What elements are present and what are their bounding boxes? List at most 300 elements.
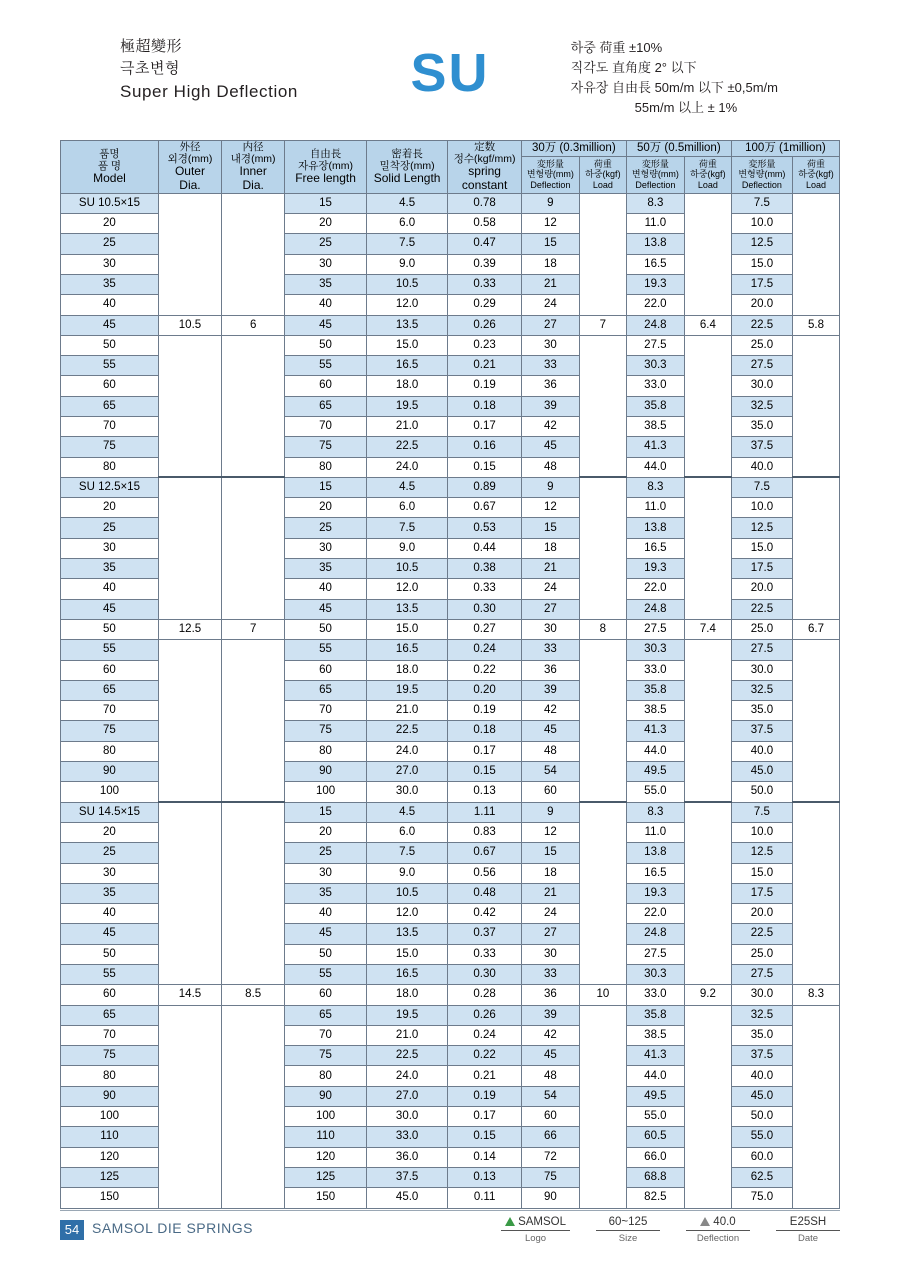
cell-outer-dia-blank: [158, 660, 221, 680]
cell-free-length: 25: [285, 234, 367, 254]
cell-load-03-blank: [579, 721, 626, 741]
cell-load-03-blank: [579, 356, 626, 376]
cell-load-10-blank: [792, 1127, 839, 1147]
cell-deflection-05: 24.8: [626, 315, 684, 335]
cell-model: 80: [61, 1066, 159, 1086]
table-row: [61, 437, 840, 457]
cell-model: 45: [61, 924, 159, 944]
cell-spring-constant: 0.27: [448, 619, 521, 639]
cell-load-10-blank: [792, 843, 839, 863]
cell-spring-constant: 0.22: [448, 1046, 521, 1066]
cell-deflection-10: 50.0: [731, 1107, 792, 1127]
cell-inner-dia-blank: [222, 924, 285, 944]
table-row: [61, 416, 840, 436]
table-row: [61, 254, 840, 274]
cell-deflection-10: 40.0: [731, 1066, 792, 1086]
cell-deflection-10: 25.0: [731, 619, 792, 639]
cell-outer-dia: 14.5: [158, 985, 221, 1005]
cell-model: 75: [61, 437, 159, 457]
cell-model: 90: [61, 1086, 159, 1106]
cell-inner-dia-blank: [222, 904, 285, 924]
cell-load-10-blank: [792, 701, 839, 721]
cell-deflection-03: 36: [521, 376, 579, 396]
footer-date-caption: Date: [797, 1233, 819, 1244]
table-row: [61, 1066, 840, 1086]
cell-free-length: 70: [285, 1025, 367, 1045]
cell-load-05-blank: [684, 518, 731, 538]
cell-deflection-05: 22.0: [626, 579, 684, 599]
cell-load-03-blank: [579, 802, 626, 822]
cell-load-03-blank: [579, 843, 626, 863]
cell-load-05-blank: [684, 579, 731, 599]
cell-solid-length: 16.5: [366, 356, 448, 376]
cell-inner-dia-blank: [222, 1066, 285, 1086]
cell-model: 80: [61, 741, 159, 761]
cell-inner-dia-blank: [222, 1147, 285, 1167]
group-05million: 50万 (0.5million): [626, 141, 731, 157]
cell-solid-length: 13.5: [366, 599, 448, 619]
cell-free-length: 100: [285, 1107, 367, 1127]
cell-outer-dia-blank: [158, 234, 221, 254]
cell-load-10-blank: [792, 1066, 839, 1086]
cell-model: 65: [61, 396, 159, 416]
footer-meta-logo: [501, 1216, 570, 1244]
table-row: [61, 335, 840, 355]
cell-model: 55: [61, 640, 159, 660]
cell-load-03-blank: [579, 1188, 626, 1208]
cell-solid-length: 22.5: [366, 721, 448, 741]
cell-spring-constant: 0.39: [448, 254, 521, 274]
cell-load-03-blank: [579, 254, 626, 274]
cell-deflection-05: 49.5: [626, 762, 684, 782]
cell-solid-length: 9.0: [366, 538, 448, 558]
cell-free-length: 60: [285, 660, 367, 680]
table-row: [61, 1107, 840, 1127]
cell-free-length: 50: [285, 944, 367, 964]
cell-spring-constant: 0.33: [448, 579, 521, 599]
cell-inner-dia-blank: [222, 356, 285, 376]
cell-outer-dia-blank: [158, 416, 221, 436]
cell-spring-constant: 0.13: [448, 1167, 521, 1187]
cell-spring-constant: 0.78: [448, 193, 521, 213]
cell-solid-length: 22.5: [366, 437, 448, 457]
cell-free-length: 65: [285, 680, 367, 700]
table-row: [61, 762, 840, 782]
cell-free-length: 20: [285, 822, 367, 842]
cell-solid-length: 10.5: [366, 559, 448, 579]
cell-outer-dia-blank: [158, 518, 221, 538]
cell-spring-constant: 0.21: [448, 356, 521, 376]
cell-load-05: 6.4: [684, 315, 731, 335]
group-03million: 30万 (0.3million): [521, 141, 626, 157]
cell-load-05-blank: [684, 1025, 731, 1045]
cell-outer-dia-blank: [158, 863, 221, 883]
cell-deflection-10: 27.5: [731, 965, 792, 985]
cell-inner-dia-blank: [222, 477, 285, 497]
cell-load-10-blank: [792, 924, 839, 944]
cell-load-03-blank: [579, 822, 626, 842]
cell-load-10-blank: [792, 944, 839, 964]
cell-model: SU 10.5×15: [61, 193, 159, 213]
col-load-03: 荷重 하중(kgf) Load: [579, 156, 626, 193]
col-deflection-05: 変形量 변형량(mm) Deflection: [626, 156, 684, 193]
cell-deflection-05: 22.0: [626, 295, 684, 315]
cell-load-10-blank: [792, 295, 839, 315]
cell-deflection-05: 27.5: [626, 619, 684, 639]
cell-deflection-03: 12: [521, 498, 579, 518]
footer-meta-date: [776, 1216, 840, 1244]
cell-free-length: 70: [285, 416, 367, 436]
cell-load-03-blank: [579, 782, 626, 802]
cell-load-10-blank: [792, 1005, 839, 1025]
cell-model: 110: [61, 1127, 159, 1147]
cell-deflection-03: 21: [521, 559, 579, 579]
cell-inner-dia-blank: [222, 863, 285, 883]
cell-load-10: 6.7: [792, 619, 839, 639]
cell-deflection-10: 62.5: [731, 1167, 792, 1187]
table-row: [61, 579, 840, 599]
cell-outer-dia-blank: [158, 701, 221, 721]
cell-inner-dia-blank: [222, 660, 285, 680]
cell-load-10-blank: [792, 234, 839, 254]
cell-spring-constant: 0.19: [448, 701, 521, 721]
cell-load-03-blank: [579, 1167, 626, 1187]
table-row: [61, 904, 840, 924]
cell-solid-length: 6.0: [366, 498, 448, 518]
cell-load-10-blank: [792, 1188, 839, 1208]
cell-inner-dia-blank: [222, 741, 285, 761]
cell-model: 30: [61, 538, 159, 558]
cell-deflection-05: 35.8: [626, 396, 684, 416]
cell-solid-length: 18.0: [366, 985, 448, 1005]
table-body: [61, 193, 840, 1208]
cell-inner-dia-blank: [222, 214, 285, 234]
cell-inner-dia-blank: [222, 1167, 285, 1187]
cell-deflection-03: 72: [521, 1147, 579, 1167]
cell-load-10-blank: [792, 762, 839, 782]
cell-inner-dia-blank: [222, 416, 285, 436]
cell-load-03-blank: [579, 416, 626, 436]
cell-deflection-03: 9: [521, 477, 579, 497]
cell-load-05-blank: [684, 802, 731, 822]
cell-model: 20: [61, 498, 159, 518]
cell-model: 35: [61, 883, 159, 903]
cell-load-10-blank: [792, 741, 839, 761]
cell-model: 35: [61, 559, 159, 579]
table-row: [61, 1167, 840, 1187]
cell-deflection-03: 39: [521, 1005, 579, 1025]
cell-outer-dia-blank: [158, 295, 221, 315]
cell-load-05-blank: [684, 944, 731, 964]
footer-divider: [60, 1210, 840, 1211]
cell-outer-dia-blank: [158, 356, 221, 376]
cell-free-length: 120: [285, 1147, 367, 1167]
table-row: [61, 1086, 840, 1106]
cell-load-05-blank: [684, 660, 731, 680]
cell-spring-constant: 0.83: [448, 822, 521, 842]
table-row: [61, 274, 840, 294]
cell-spring-constant: 0.17: [448, 741, 521, 761]
cell-model: 60: [61, 660, 159, 680]
cell-deflection-10: 12.5: [731, 843, 792, 863]
cell-deflection-03: 18: [521, 254, 579, 274]
cell-outer-dia-blank: [158, 193, 221, 213]
cell-spring-constant: 0.29: [448, 295, 521, 315]
cell-solid-length: 15.0: [366, 944, 448, 964]
cell-model: 50: [61, 619, 159, 639]
cell-spring-constant: 1.11: [448, 802, 521, 822]
cell-solid-length: 30.0: [366, 782, 448, 802]
cell-inner-dia-blank: [222, 944, 285, 964]
cell-deflection-10: 7.5: [731, 477, 792, 497]
cell-deflection-03: 42: [521, 1025, 579, 1045]
cell-free-length: 30: [285, 863, 367, 883]
cell-solid-length: 18.0: [366, 376, 448, 396]
cell-load-03-blank: [579, 904, 626, 924]
cell-deflection-03: 66: [521, 1127, 579, 1147]
cell-load-05-blank: [684, 559, 731, 579]
cell-solid-length: 19.5: [366, 396, 448, 416]
cell-free-length: 30: [285, 254, 367, 274]
cell-inner-dia-blank: [222, 538, 285, 558]
cell-load-03: 7: [579, 315, 626, 335]
cell-spring-constant: 0.42: [448, 904, 521, 924]
cell-free-length: 55: [285, 965, 367, 985]
cell-load-05-blank: [684, 1147, 731, 1167]
spring-spec-table: [60, 140, 840, 1209]
cell-solid-length: 21.0: [366, 701, 448, 721]
cell-load-03-blank: [579, 457, 626, 477]
cell-free-length: 20: [285, 498, 367, 518]
cell-load-03-blank: [579, 335, 626, 355]
cell-free-length: 35: [285, 559, 367, 579]
cell-load-03-blank: [579, 1147, 626, 1167]
cell-outer-dia-blank: [158, 721, 221, 741]
cell-load-05-blank: [684, 335, 731, 355]
cell-deflection-05: 22.0: [626, 904, 684, 924]
title-english: Super High Deflection: [120, 81, 298, 101]
cell-load-10-blank: [792, 457, 839, 477]
cell-load-05-blank: [684, 863, 731, 883]
table-row: [61, 538, 840, 558]
cell-free-length: 15: [285, 193, 367, 213]
cell-deflection-03: 48: [521, 457, 579, 477]
cell-inner-dia-blank: [222, 599, 285, 619]
page-number-badge: 54: [60, 1220, 84, 1240]
spec-table-wrap: [60, 140, 840, 1209]
cell-load-05-blank: [684, 214, 731, 234]
cell-load-10-blank: [792, 335, 839, 355]
cell-outer-dia-blank: [158, 640, 221, 660]
cell-solid-length: 10.5: [366, 883, 448, 903]
warning-icon: [700, 1217, 710, 1226]
cell-model: 75: [61, 721, 159, 741]
cell-spring-constant: 0.16: [448, 437, 521, 457]
cell-deflection-03: 39: [521, 396, 579, 416]
cell-outer-dia: 12.5: [158, 619, 221, 639]
cell-solid-length: 7.5: [366, 843, 448, 863]
cell-model: 80: [61, 457, 159, 477]
table-row: [61, 802, 840, 822]
cell-load-10-blank: [792, 904, 839, 924]
cell-spring-constant: 0.23: [448, 335, 521, 355]
cell-deflection-10: 35.0: [731, 1025, 792, 1045]
cell-deflection-10: 35.0: [731, 416, 792, 436]
footer-meta-size: [596, 1216, 660, 1244]
cell-outer-dia-blank: [158, 904, 221, 924]
cell-inner-dia-blank: [222, 1127, 285, 1147]
cell-spring-constant: 0.13: [448, 782, 521, 802]
cell-deflection-03: 36: [521, 660, 579, 680]
cell-model: 50: [61, 944, 159, 964]
cell-free-length: 40: [285, 904, 367, 924]
cell-outer-dia-blank: [158, 843, 221, 863]
cell-deflection-05: 38.5: [626, 701, 684, 721]
samsol-logo-icon: [505, 1217, 515, 1226]
cell-load-03-blank: [579, 1066, 626, 1086]
cell-load-05-blank: [684, 295, 731, 315]
cell-load-10-blank: [792, 883, 839, 903]
cell-load-05-blank: [684, 741, 731, 761]
cell-load-05-blank: [684, 1167, 731, 1187]
cell-load-10-blank: [792, 660, 839, 680]
cell-inner-dia: 8.5: [222, 985, 285, 1005]
cell-outer-dia: 10.5: [158, 315, 221, 335]
cell-outer-dia-blank: [158, 254, 221, 274]
cell-spring-constant: 0.17: [448, 416, 521, 436]
cell-free-length: 30: [285, 538, 367, 558]
cell-deflection-05: 27.5: [626, 335, 684, 355]
cell-deflection-05: 33.0: [626, 376, 684, 396]
cell-deflection-05: 66.0: [626, 1147, 684, 1167]
cell-spring-constant: 0.48: [448, 883, 521, 903]
cell-solid-length: 15.0: [366, 335, 448, 355]
cell-load-10-blank: [792, 863, 839, 883]
cell-inner-dia: 7: [222, 619, 285, 639]
footer-deflection-caption: Deflection: [696, 1233, 740, 1244]
cell-deflection-03: 15: [521, 234, 579, 254]
cell-inner-dia-blank: [222, 721, 285, 741]
cell-deflection-10: 17.5: [731, 559, 792, 579]
cell-solid-length: 16.5: [366, 640, 448, 660]
cell-deflection-03: 45: [521, 721, 579, 741]
cell-outer-dia-blank: [158, 538, 221, 558]
cell-inner-dia-blank: [222, 640, 285, 660]
cell-load-10-blank: [792, 1086, 839, 1106]
col-model: 품명 품 명 Model: [61, 141, 159, 194]
cell-free-length: 40: [285, 579, 367, 599]
cell-model: 35: [61, 274, 159, 294]
cell-free-length: 90: [285, 762, 367, 782]
cell-deflection-05: 60.5: [626, 1127, 684, 1147]
cell-deflection-03: 27: [521, 599, 579, 619]
cell-load-10-blank: [792, 559, 839, 579]
cell-free-length: 100: [285, 782, 367, 802]
cell-deflection-10: 15.0: [731, 863, 792, 883]
cell-spring-constant: 0.26: [448, 1005, 521, 1025]
cell-outer-dia-blank: [158, 741, 221, 761]
cell-load-05-blank: [684, 721, 731, 741]
cell-model: 25: [61, 843, 159, 863]
cell-deflection-10: 17.5: [731, 883, 792, 903]
cell-deflection-10: 10.0: [731, 498, 792, 518]
col-deflection-03: 変形量 변형량(mm) Deflection: [521, 156, 579, 193]
cell-load-10-blank: [792, 396, 839, 416]
cell-load-03-blank: [579, 1127, 626, 1147]
cell-spring-constant: 0.22: [448, 660, 521, 680]
cell-load-05-blank: [684, 1188, 731, 1208]
table-head: [61, 141, 840, 194]
cell-outer-dia-blank: [158, 396, 221, 416]
cell-load-10-blank: [792, 498, 839, 518]
cell-load-10-blank: [792, 640, 839, 660]
cell-solid-length: 6.0: [366, 822, 448, 842]
cell-model: 150: [61, 1188, 159, 1208]
cell-spring-constant: 0.20: [448, 680, 521, 700]
cell-deflection-05: 11.0: [626, 822, 684, 842]
cell-load-03-blank: [579, 883, 626, 903]
cell-load-10: 8.3: [792, 985, 839, 1005]
table-row: [61, 518, 840, 538]
cell-inner-dia: 6: [222, 315, 285, 335]
cell-spring-constant: 0.67: [448, 843, 521, 863]
cell-outer-dia-blank: [158, 822, 221, 842]
cell-load-05-blank: [684, 274, 731, 294]
cell-deflection-03: 24: [521, 904, 579, 924]
cell-load-10-blank: [792, 1147, 839, 1167]
cell-solid-length: 10.5: [366, 274, 448, 294]
cell-solid-length: 22.5: [366, 1046, 448, 1066]
cell-load-05-blank: [684, 762, 731, 782]
cell-load-10-blank: [792, 254, 839, 274]
cell-inner-dia-blank: [222, 802, 285, 822]
cell-free-length: 60: [285, 985, 367, 1005]
cell-outer-dia-blank: [158, 1025, 221, 1045]
cell-load-03-blank: [579, 214, 626, 234]
header-row-main: [61, 141, 840, 157]
cell-deflection-10: 7.5: [731, 802, 792, 822]
cell-load-03-blank: [579, 1107, 626, 1127]
cell-load-10-blank: [792, 193, 839, 213]
table-row: [61, 234, 840, 254]
cell-load-05-blank: [684, 498, 731, 518]
cell-deflection-10: 7.5: [731, 193, 792, 213]
cell-deflection-05: 44.0: [626, 1066, 684, 1086]
cell-solid-length: 13.5: [366, 315, 448, 335]
cell-outer-dia-blank: [158, 1107, 221, 1127]
cell-inner-dia-blank: [222, 762, 285, 782]
cell-deflection-03: 15: [521, 518, 579, 538]
cell-inner-dia-blank: [222, 782, 285, 802]
cell-outer-dia-blank: [158, 883, 221, 903]
cell-load-05-blank: [684, 883, 731, 903]
group-1million: 100万 (1million): [731, 141, 839, 157]
series-code: SU: [410, 43, 490, 103]
tolerance-notes: [571, 38, 778, 119]
table-row: [61, 721, 840, 741]
cell-deflection-05: 44.0: [626, 457, 684, 477]
footer-company: SAMSOL DIE SPRINGS: [92, 1220, 253, 1236]
cell-load-05-blank: [684, 904, 731, 924]
cell-load-03-blank: [579, 559, 626, 579]
cell-load-03-blank: [579, 762, 626, 782]
cell-inner-dia-blank: [222, 843, 285, 863]
cell-deflection-10: 37.5: [731, 721, 792, 741]
cell-load-10-blank: [792, 1025, 839, 1045]
cell-outer-dia-blank: [158, 559, 221, 579]
cell-load-03-blank: [579, 680, 626, 700]
cell-free-length: 90: [285, 1086, 367, 1106]
